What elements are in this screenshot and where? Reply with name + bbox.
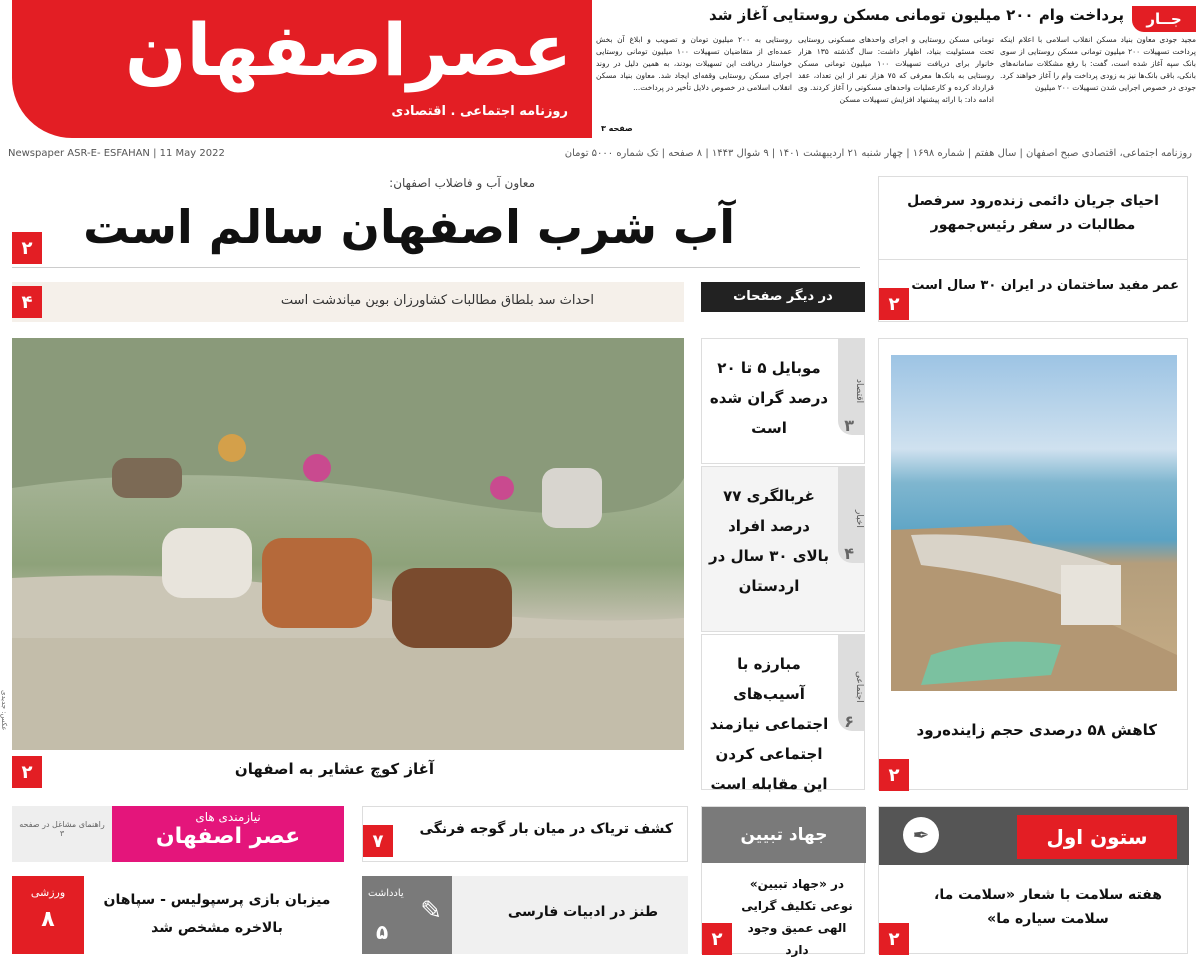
top-news-headline[interactable]: پرداخت وام ۲۰۰ میلیون تومانی مسکن روستایی آغاز شد	[709, 6, 1124, 24]
masthead	[12, 0, 592, 138]
note-tag	[362, 876, 452, 954]
dam-page: ۲	[879, 759, 909, 791]
issue-info-en: Newspaper ASR-E- ESFAHAN | 11 May 2022	[8, 148, 225, 159]
other-page-cat: اجتماعی ۶	[838, 635, 864, 731]
pen-icon: ✒	[903, 817, 939, 853]
classifieds-title1: نیازمندی های	[195, 810, 261, 824]
issue-info-bar	[0, 142, 1200, 166]
main-story-headline[interactable]: آب شرب اصفهان سالم است	[83, 200, 735, 254]
nomads-photo	[12, 338, 684, 750]
top-news-col3: روستایی به ۲۰۰ میلیون تومان و تصویب و ابلاغ آن بخش عمده‌ای از متقاضیان تسهیلات ۱۰۰ میلیون تومانی روستایی خواستار دریافت این تسهیلات بودند، به همین دلیل در روند اجرای مسکن روستایی وقفه‌ای ایجاد شد. معاون بنیاد مسکن انقلاب اسلامی در خصوص دلایل تأخیر در پرداخت...	[596, 35, 792, 92]
photo-credit: عکس: جدیدی	[0, 690, 8, 731]
jihad-badge: جهاد تبیین	[702, 807, 866, 863]
other-page-item-2[interactable]	[701, 466, 865, 632]
dam-illustration	[891, 355, 1177, 691]
right-story-1-text: احیای جریان دائمی زنده‌رود سرفصل مطالبات در سفر رئیس‌جمهور	[907, 193, 1159, 233]
other-pages-label: در دیگر صفحات	[701, 282, 865, 312]
newspaper-logo: عصراصفهان	[124, 8, 572, 92]
classifieds-title2: عصر اصفهان	[155, 824, 301, 849]
sub-story-text: احداث سد بلطاق مطالبات کشاورزان بوین میاندشت است	[280, 293, 594, 308]
top-news-page-ref[interactable]: صفحه ۳	[601, 124, 633, 133]
right-story-2[interactable]	[878, 260, 1188, 322]
sports-cat: ورزشی	[30, 886, 66, 899]
main-story-kicker: معاون آب و فاضلاب اصفهان:	[389, 176, 535, 190]
other-page-text: غربالگری ۷۷ درصد افراد بالای ۳۰ سال در اردستان	[709, 487, 829, 595]
classifieds-box[interactable]	[12, 806, 344, 862]
dam-caption: کاهش ۵۸ درصدی حجم زاینده‌رود	[916, 721, 1157, 739]
note-page: ۵	[376, 920, 389, 944]
other-page-item-1[interactable]	[701, 338, 865, 464]
classifieds-banner	[112, 806, 344, 862]
other-page-text: موبایل ۵ تا ۲۰ درصد گران شده است	[709, 359, 829, 437]
opium-page: ۷	[363, 825, 393, 857]
issue-info-fa: روزنامه اجتماعی، اقتصادی صبح اصفهان | سال هفتم | شماره ۱۶۹۸ | چهار شنبه ۲۱ اردیبهشت ۱۴۰۱ | ۹ شوال ۱۴۴۳ | ۸ صفحه | تک شماره ۵۰۰۰ تومان	[564, 148, 1192, 159]
main-story[interactable]	[12, 192, 860, 268]
sub-story[interactable]	[12, 282, 684, 322]
opium-story[interactable]	[362, 806, 688, 862]
sports-tag	[12, 876, 84, 954]
note-text: طنز در ادبیات فارسی	[507, 904, 658, 920]
dam-photo	[891, 355, 1177, 691]
jihad-text: در «جهاد تبیین» نوعی تکلیف گرایی الهی عمیق وجود دارد	[741, 877, 853, 957]
top-news-col1: مجید جودی معاون بنیاد مسکن انقلاب اسلامی با اعلام اینکه پرداخت تسهیلات ۲۰۰ میلیون تومانی مسکن روستایی از سوی بانک سپه آغاز شده است، گفت: با رفع مشکلات سامانه‌های بانکی، باقی بانک‌ها نیز به زودی پرداخت وام را آغاز خواهند کرد. جودی در خصوص اجرایی شدن تسهیلات ۲۰۰ میلیون	[1000, 35, 1196, 92]
opium-text: کشف تریاک در میان بار گوجه فرنگی	[419, 821, 673, 837]
jihad-page: ۲	[702, 923, 732, 955]
sports-story[interactable]	[12, 876, 344, 954]
right-story-2-page: ۲	[879, 288, 909, 320]
first-column-page: ۲	[879, 923, 909, 955]
sports-page: ۸	[41, 907, 55, 932]
top-news-col2: تومانی مسکن روستایی و اجرای واحدهای مسکونی روستایی تحت مسئولیت بنیاد، اظهار داشت: سال گذشته ۱۳۵ هزار خانوار برای دریافت تسهیلات ۱۰۰ میلیون تومانی مسکن روستایی به بانک‌ها معرفی که ۷۵ هزار نفر از این تعداد، عقد قرارداد کرده و کارعملیات واحدهای مسکونی را آغاز کردند. وی ادامه داد: با ارائه پیشنهاد افزایش تسهیلات مسکن	[798, 35, 994, 104]
sub-story-page: ۴	[12, 286, 42, 318]
right-story-2-text: عمر مفید ساختمان در ایران ۳۰ سال است	[911, 278, 1179, 293]
photo-caption-box[interactable]	[12, 752, 684, 790]
photo-caption: آغاز کوچ عشایر به اصفهان	[234, 760, 434, 778]
sports-text: میزبان بازی پرسپولیس - سپاهان بالاخره مشخص شد	[103, 892, 331, 936]
classifieds-small: راهنمای مشاغل در صفحه ۳	[12, 806, 112, 862]
newspaper-tagline: روزنامه اجتماعی . اقتصادی	[391, 104, 568, 119]
other-page-text: مبارزه با آسیب‌های اجتماعی نیازمند اجتماعی کردن این مقابله است	[709, 655, 829, 793]
first-column-title: ستون اول	[1017, 815, 1177, 859]
note-story[interactable]	[362, 876, 688, 954]
first-column[interactable]	[878, 806, 1188, 954]
jihad-story[interactable]	[701, 806, 865, 957]
main-story-page: ۲	[12, 232, 42, 264]
right-story-1[interactable]	[878, 176, 1188, 260]
other-page-cat: اخبار ۴	[838, 467, 864, 563]
first-column-text: هفته سلامت با شعار «سلامت ما، سلامت سیاره ما»	[934, 887, 1162, 927]
top-news-block	[595, 0, 1200, 138]
nomads-illustration	[12, 338, 684, 750]
quill-icon: ✎	[420, 896, 442, 926]
note-cat: یادداشت	[368, 888, 404, 899]
top-news-badge: جــار	[1132, 6, 1196, 32]
photo-page: ۲	[12, 756, 42, 788]
other-page-item-3[interactable]	[701, 634, 865, 793]
dam-story[interactable]	[878, 338, 1188, 790]
other-page-cat: اقتصاد ۳	[838, 339, 864, 435]
